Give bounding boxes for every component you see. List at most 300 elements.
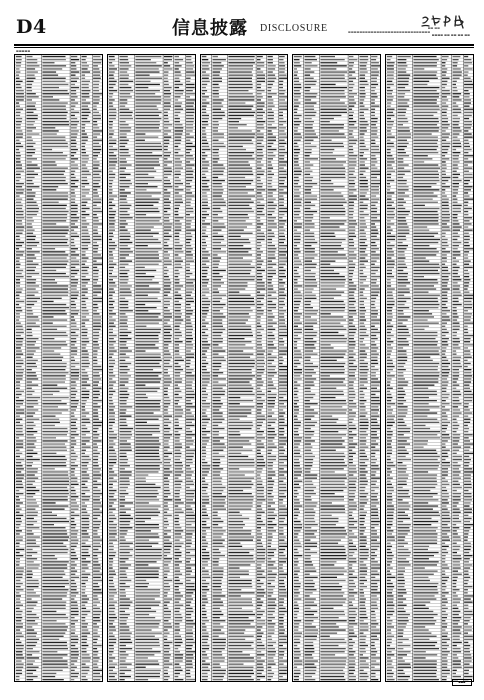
table-cell-text [321,239,346,240]
table-cell-text [16,490,19,491]
table-cell-text [82,273,89,274]
table-cell-text [321,344,331,345]
table-cell-text [71,242,74,243]
table-cell-text [16,261,19,262]
table-cell-text [294,112,297,113]
table-cell-text [109,617,117,618]
table-cell-text [305,146,317,147]
table-cell-text [174,326,179,327]
table-cell-text [186,137,194,138]
table-cell-text [119,226,125,227]
table-cell-text [201,530,205,531]
table-cell-text [27,515,38,516]
table-cell-text [82,518,89,519]
table-cell-text [267,301,272,302]
table-cell-text [109,651,114,652]
table-cell-text [279,543,287,544]
table-cell-text [186,484,194,485]
table-cell-text [16,217,24,218]
table-cell-text [174,99,178,100]
table-cell-text [228,639,245,640]
table-cell-text [256,326,261,327]
table-cell-text [174,62,179,63]
table-cell-text [256,670,263,671]
table-cell-text [109,620,115,621]
table-cell-text [228,406,254,407]
table-cell-text [42,397,68,398]
table-cell-text [164,248,173,249]
table-cell-text [279,270,286,271]
table-cell-text [294,195,300,196]
table-cell-text [228,651,242,652]
table-cell-text [186,242,190,243]
table-cell-text [228,313,249,314]
table-cell-text [27,478,39,479]
table-cell-text [267,192,272,193]
table-cell-text [279,536,286,537]
table-cell-text [42,518,66,519]
table-cell-text [135,571,158,572]
table-cell-text [119,493,128,494]
table-cell-text [42,93,69,94]
table-cell-text [119,161,126,162]
table-cell-text [42,471,68,472]
table-cell-text [174,611,179,612]
table-cell-text [42,388,67,389]
table-cell-text [228,555,253,556]
table-cell-text [71,149,78,150]
table-cell-text [256,146,263,147]
table-cell-text [82,459,91,460]
table-cell-text [174,574,182,575]
table-cell-text [42,71,56,72]
table-cell-text [164,251,168,252]
table-cell-text [228,332,252,333]
table-cell-text [201,115,208,116]
table-cell-text [212,636,218,637]
table-cell-text [71,168,79,169]
table-cell-text [109,304,113,305]
table-cell-text [93,608,100,609]
table-cell-text [135,279,152,280]
table-cell-text [279,205,284,206]
table-cell-text [212,295,226,296]
table-cell-text [186,574,191,575]
table-cell-text [93,242,97,243]
table-cell-text [279,71,285,72]
table-cell-text [174,567,179,568]
table-cell-text [93,254,101,255]
table-cell-text [119,319,127,320]
table-cell-text [201,478,204,479]
table-cell-text [82,468,89,469]
table-cell-text [164,307,168,308]
table-cell-text [16,598,20,599]
table-cell-text [82,106,89,107]
table-cell-text [42,372,68,373]
table-cell-text [212,251,226,252]
table-cell-text [360,323,365,324]
table-cell-text [279,397,283,398]
table-cell-text [201,164,209,165]
table-cell-text [82,285,86,286]
table-cell-text [71,623,75,624]
table-cell-text [228,654,250,655]
table-cell-text [93,617,100,618]
table-cell-text [267,378,271,379]
table-cell-text [267,465,272,466]
table-cell-text [16,189,24,190]
table-cell-text [371,310,378,311]
table-cell-text [109,307,114,308]
table-cell-text [256,620,264,621]
table-cell-text [119,199,126,200]
table-cell-text [256,571,264,572]
table-cell-text [82,155,89,156]
table-cell-text [16,481,22,482]
table-cell-text [82,611,91,612]
table-cell-text [16,515,23,516]
table-cell-text [294,189,299,190]
table-cell-text [228,84,252,85]
table-cell-text [174,648,178,649]
table-cell-text [279,292,284,293]
table-cell-text [267,186,272,187]
table-cell-text [27,233,34,234]
table-cell-text [279,332,287,333]
table-cell-text [42,385,57,386]
table-cell-text [16,378,23,379]
table-cell-text [42,251,65,252]
table-cell-text [27,140,33,141]
table-cell-text [93,443,97,444]
table-cell-text [42,174,63,175]
table-cell-text [321,174,346,175]
table-cell-text [174,453,181,454]
table-cell-text [294,208,300,209]
table-cell-text [109,462,116,463]
table-cell-text [27,279,37,280]
table-cell-text [42,189,56,190]
table-cell-text [305,130,315,131]
table-cell-text [93,484,101,485]
table-cell-text [82,667,90,668]
table-cell-text [186,233,191,234]
table-cell-text [371,288,380,289]
table-cell-text [186,580,191,581]
table-cell-text [174,515,178,516]
table-cell-text [201,487,207,488]
table-cell-text [305,211,318,212]
table-cell-text [93,657,100,658]
table-cell-text [27,242,40,243]
table-cell-text [279,143,286,144]
table-cell-text [93,127,99,128]
table-cell-text [174,313,182,314]
table-cell-text [119,298,125,299]
table-cell-text [135,558,161,559]
table-cell-text [71,273,77,274]
table-cell-text [27,496,34,497]
table-cell-text [16,307,21,308]
table-cell-text [349,118,353,119]
table-cell-text [164,521,168,522]
table-cell-text [294,354,302,355]
table-cell-text [228,564,250,565]
table-cell-text [279,425,287,426]
table-cell-text [82,360,89,361]
table-cell-text [256,62,263,63]
table-cell-text [305,180,313,181]
table-cell-text [279,168,284,169]
table-cell-text [212,137,224,138]
table-cell-text [164,664,173,665]
table-cell-text [186,375,195,376]
table-cell-text [82,502,86,503]
table-cell-text [174,363,178,364]
table-cell-text [279,298,285,299]
table-cell-text [360,285,369,286]
table-cell-text [349,285,357,286]
table-cell-text [201,484,208,485]
table-cell-text [174,245,182,246]
table-cell-text [82,598,90,599]
table-cell-text [119,549,133,550]
table-cell-text [186,654,193,655]
table-cell-text [201,481,205,482]
table-cell-text [228,242,250,243]
table-cell-text [256,493,263,494]
table-cell-text [228,583,251,584]
table-cell-text [186,679,195,680]
table-cell-text [256,199,263,200]
table-cell-text [212,459,220,460]
table-cell-text [135,434,152,435]
table-cell-text [256,518,260,519]
table-cell-text [82,102,91,103]
table-cell-text [135,202,158,203]
table-cell-text [349,202,354,203]
table-cell-text [201,496,208,497]
table-cell-text [135,645,160,646]
table-cell-text [305,174,311,175]
table-cell-text [71,577,79,578]
table-cell-text [228,456,248,457]
table-cell-text [16,152,20,153]
table-cell-text [279,440,287,441]
table-cell-text [27,608,34,609]
table-cell-text [294,285,303,286]
table-cell-text [228,130,251,131]
table-cell-text [82,214,90,215]
table-cell-text [135,78,162,79]
table-cell-text [279,288,285,289]
table-cell-text [321,130,340,131]
table-cell-text [174,527,181,528]
table-cell-text [135,416,161,417]
table-cell-text [256,220,260,221]
table-cell-text [228,416,247,417]
table-cell-text [109,310,113,311]
table-cell-text [119,248,130,249]
table-cell-text [256,648,265,649]
table-cell-text [71,546,77,547]
table-cell-text [279,654,284,655]
table-cell-text [135,626,158,627]
table-cell-text [256,316,260,317]
table-cell-text [321,310,345,311]
table-cell-text [71,571,77,572]
table-cell-text [42,524,54,525]
table-cell-text [93,456,98,457]
table-cell-text [228,490,243,491]
table-cell-text [42,595,66,596]
table-cell-text [349,363,354,364]
table-cell-text [267,189,276,190]
table-cell-text [267,127,276,128]
table-cell-text [360,357,367,358]
table-cell-text [119,71,127,72]
table-cell-text [186,158,194,159]
table-cell-text [201,192,206,193]
table-cell-text [349,155,358,156]
table-cell-text [321,267,347,268]
table-cell-text [82,648,87,649]
table-cell-text [42,660,67,661]
table-cell-text [212,465,219,466]
table-cell-text [212,245,226,246]
table-cell-text [119,344,126,345]
table-cell-text [27,654,33,655]
table-cell-text [71,645,75,646]
table-cell-text [82,419,90,420]
table-cell-text [267,645,273,646]
table-cell-text [119,140,128,141]
table-cell-text [256,524,264,525]
table-cell-text [109,276,117,277]
table-cell-text [27,87,32,88]
table-cell-text [186,626,193,627]
table-cell-text [321,146,345,147]
table-cell-text [42,549,68,550]
table-cell-text [119,335,127,336]
table-cell-text [212,673,225,674]
table-cell-text [279,434,284,435]
table-cell-text [267,543,271,544]
table-cell-text [360,270,364,271]
table-cell-text [82,313,90,314]
table-cell-text [371,189,379,190]
table-cell-text [71,583,76,584]
table-cell-text [93,239,101,240]
table-cell-text [42,589,68,590]
table-cell-text [305,285,318,286]
table-cell-text [279,87,283,88]
table-cell-text [135,555,162,556]
table-cell-text [174,140,181,141]
table-cell-text [267,226,276,227]
table-cell-text [16,220,22,221]
table-cell-text [267,586,275,587]
table-cell-text [256,580,259,581]
table-cell-text [27,620,36,621]
table-cell-text [256,257,260,258]
table-cell-text [82,264,86,265]
table-cell-text [256,112,264,113]
table-cell-text [349,313,357,314]
table-cell-text [294,363,301,364]
table-cell-text [164,335,172,336]
table-cell-text [71,465,78,466]
table-cell-text [321,202,347,203]
table-cell-text [305,332,318,333]
table-cell-text [135,155,162,156]
table-cell-text [212,471,220,472]
table-cell-text [27,434,34,435]
table-cell-text [186,642,195,643]
table-cell-text [135,409,160,410]
table-cell-text [186,245,191,246]
table-cell-text [371,199,379,200]
table-cell-text [27,102,37,103]
table-cell-text [174,462,182,463]
table-cell-text [201,112,206,113]
table-cell-text [71,524,76,525]
table-cell-text [256,549,265,550]
table-cell-text [109,68,117,69]
table-cell-text [186,471,194,472]
table-cell-text [16,298,20,299]
table-cell-text [267,199,275,200]
table-cell-text [201,217,205,218]
table-cell-text [212,394,224,395]
table-cell-text [16,109,23,110]
table-cell-text [27,372,36,373]
table-cell-text [16,124,21,125]
table-cell-text [212,406,221,407]
table-cell-text [294,301,301,302]
table-cell-text [109,295,113,296]
table-cell-text [27,518,34,519]
table-cell-text [228,524,245,525]
table-cell-text [119,127,131,128]
table-cell-text [27,456,33,457]
table-cell-text [360,264,365,265]
table-cell-text [174,657,182,658]
table-cell-text [186,629,192,630]
table-cell-text [349,84,355,85]
table-cell-text [349,369,356,370]
table-cell-text [42,220,66,221]
table-cell-text [135,96,161,97]
table-cell-text [228,174,253,175]
table-cell-text [16,540,23,541]
table-cell-text [321,292,345,293]
table-cell-text [82,316,87,317]
table-cell-text [27,412,36,413]
table-cell-text [228,71,251,72]
table-cell-text [256,307,260,308]
table-cell-text [109,56,115,57]
table-cell-text [321,75,345,76]
table-cell-text [228,543,240,544]
table-cell-text [228,660,254,661]
table-cell-text [174,561,181,562]
table-cell-text [186,282,193,283]
table-cell-text [201,502,209,503]
table-cell-text [201,391,205,392]
table-cell-text [42,84,68,85]
